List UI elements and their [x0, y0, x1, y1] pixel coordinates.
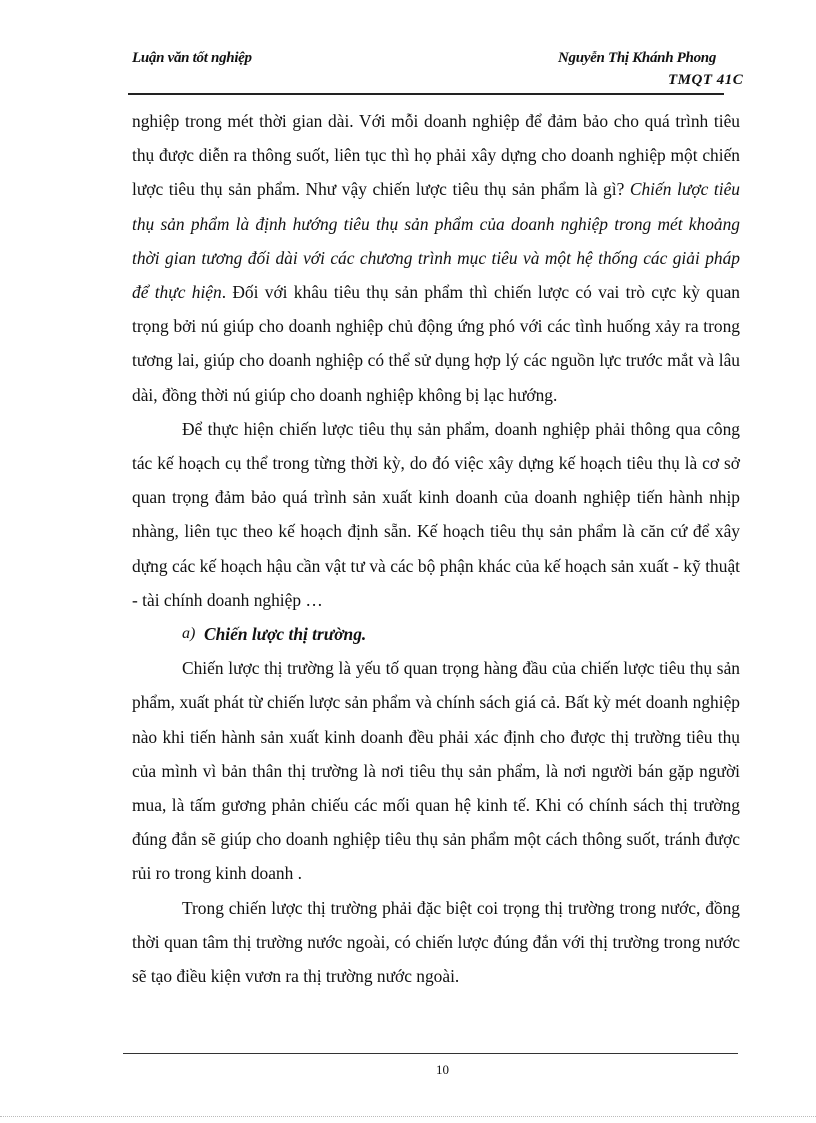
paragraph-2: Để thực hiện chiến lược tiêu thụ sản phẩm, doanh nghiệp phải thông qua công tác kế hoạch cụ thể trong từng thời kỳ, do đó việc xây dựng kế hoạch tiêu thụ là cơ sở quan trọng đảm bảo quá trình sản xuất kinh doanh của doanh nghiệp tiến hành nhịp nhàng, liên tục theo kế hoạch định sẵn. Kế hoạch tiêu thụ sản phẩm là căn cứ để xây dựng các kế hoạch hậu cần vật tư và các bộ phận khác của kế hoạch sản xuất - kỹ thuật - tài chính doanh nghiệp … [132, 418, 740, 610]
paragraph-1-end: . Đối với khâu tiêu thụ sản phẩm thì chiến lược có vai trò cực kỳ quan trọng bởi nú giúp cho doanh nghiệp chủ động ứng phó với các tình huống xảy ra trong tương lai, giúp cho doanh nghiệp có thể sử dụng hợp lý các nguồn lực trước mắt và lâu dài, đồng thời nú giúp cho doanh nghiệp không bị lạc hướng. [132, 282, 740, 405]
paragraph-1-text: nghiệp trong mét thời gian dài. Với mỗi doanh nghiệp để đảm bảo cho quá trình tiêu thụ được diễn ra thông suốt, liên tục thì họ phải xây dựng cho doanh nghiệp một chiến lược tiêu thụ sản phẩm. Như vậy chiến lược tiêu thụ sản phẩm là gì? [132, 111, 740, 200]
strategy-definition: Chiến lược tiêu thụ sản phẩm là định hướng tiêu thụ sản phẩm của doanh nghiệp trong mét khoảng thời gian tương đối dài với các chương trình mục tiêu và một hệ thống các giải pháp để thực hiện [132, 179, 740, 303]
footer-rule [123, 1053, 738, 1054]
header-class-code: TMQT 41C [668, 72, 744, 88]
paragraph-3: Chiến lược thị trường là yếu tố quan trọng hàng đầu của chiến lược tiêu thụ sản phẩm, xuất phát từ chiến lược sản phẩm và chính sách giá cả. Bất kỳ mét doanh nghiệp nào khi tiến hành sản xuất kinh doanh đều phải xác định cho được thị trường tiêu thụ của mình vì bản thân thị trường là nơi tiêu thụ sản phẩm, là nơi người bán gặp người mua, là tấm gương phản chiếu các mối quan hệ kinh tế. Khi có chính sách thị trường đúng đắn sẽ giúp cho doanh nghiệp tiêu thụ sản phẩm một cách thông suốt, tránh được rủi ro trong kinh doanh . [132, 658, 740, 884]
header-author-name: Nguyễn Thị Khánh Phong [558, 50, 717, 66]
paragraph-1 [132, 104, 740, 412]
header-thesis-label: Luận văn tốt nghiệp [132, 50, 252, 66]
section-title: Chiến lược thị trường. [204, 624, 367, 645]
document-body [132, 104, 740, 993]
section-heading [132, 617, 740, 651]
page-edge-dots [0, 1116, 816, 1117]
page-number: 10 [436, 1062, 449, 1077]
section-letter: a) [182, 625, 196, 643]
paragraph-4: Trong chiến lược thị trường phải đặc biệt coi trọng thị trường trong nước, đồng thời quan tâm thị trường nước ngoài, có chiến lược đúng đắn với thị trường trong nước sẽ tạo điều kiện vươn ra thị trường nước ngoài. [132, 897, 740, 987]
header-rule [128, 93, 724, 95]
